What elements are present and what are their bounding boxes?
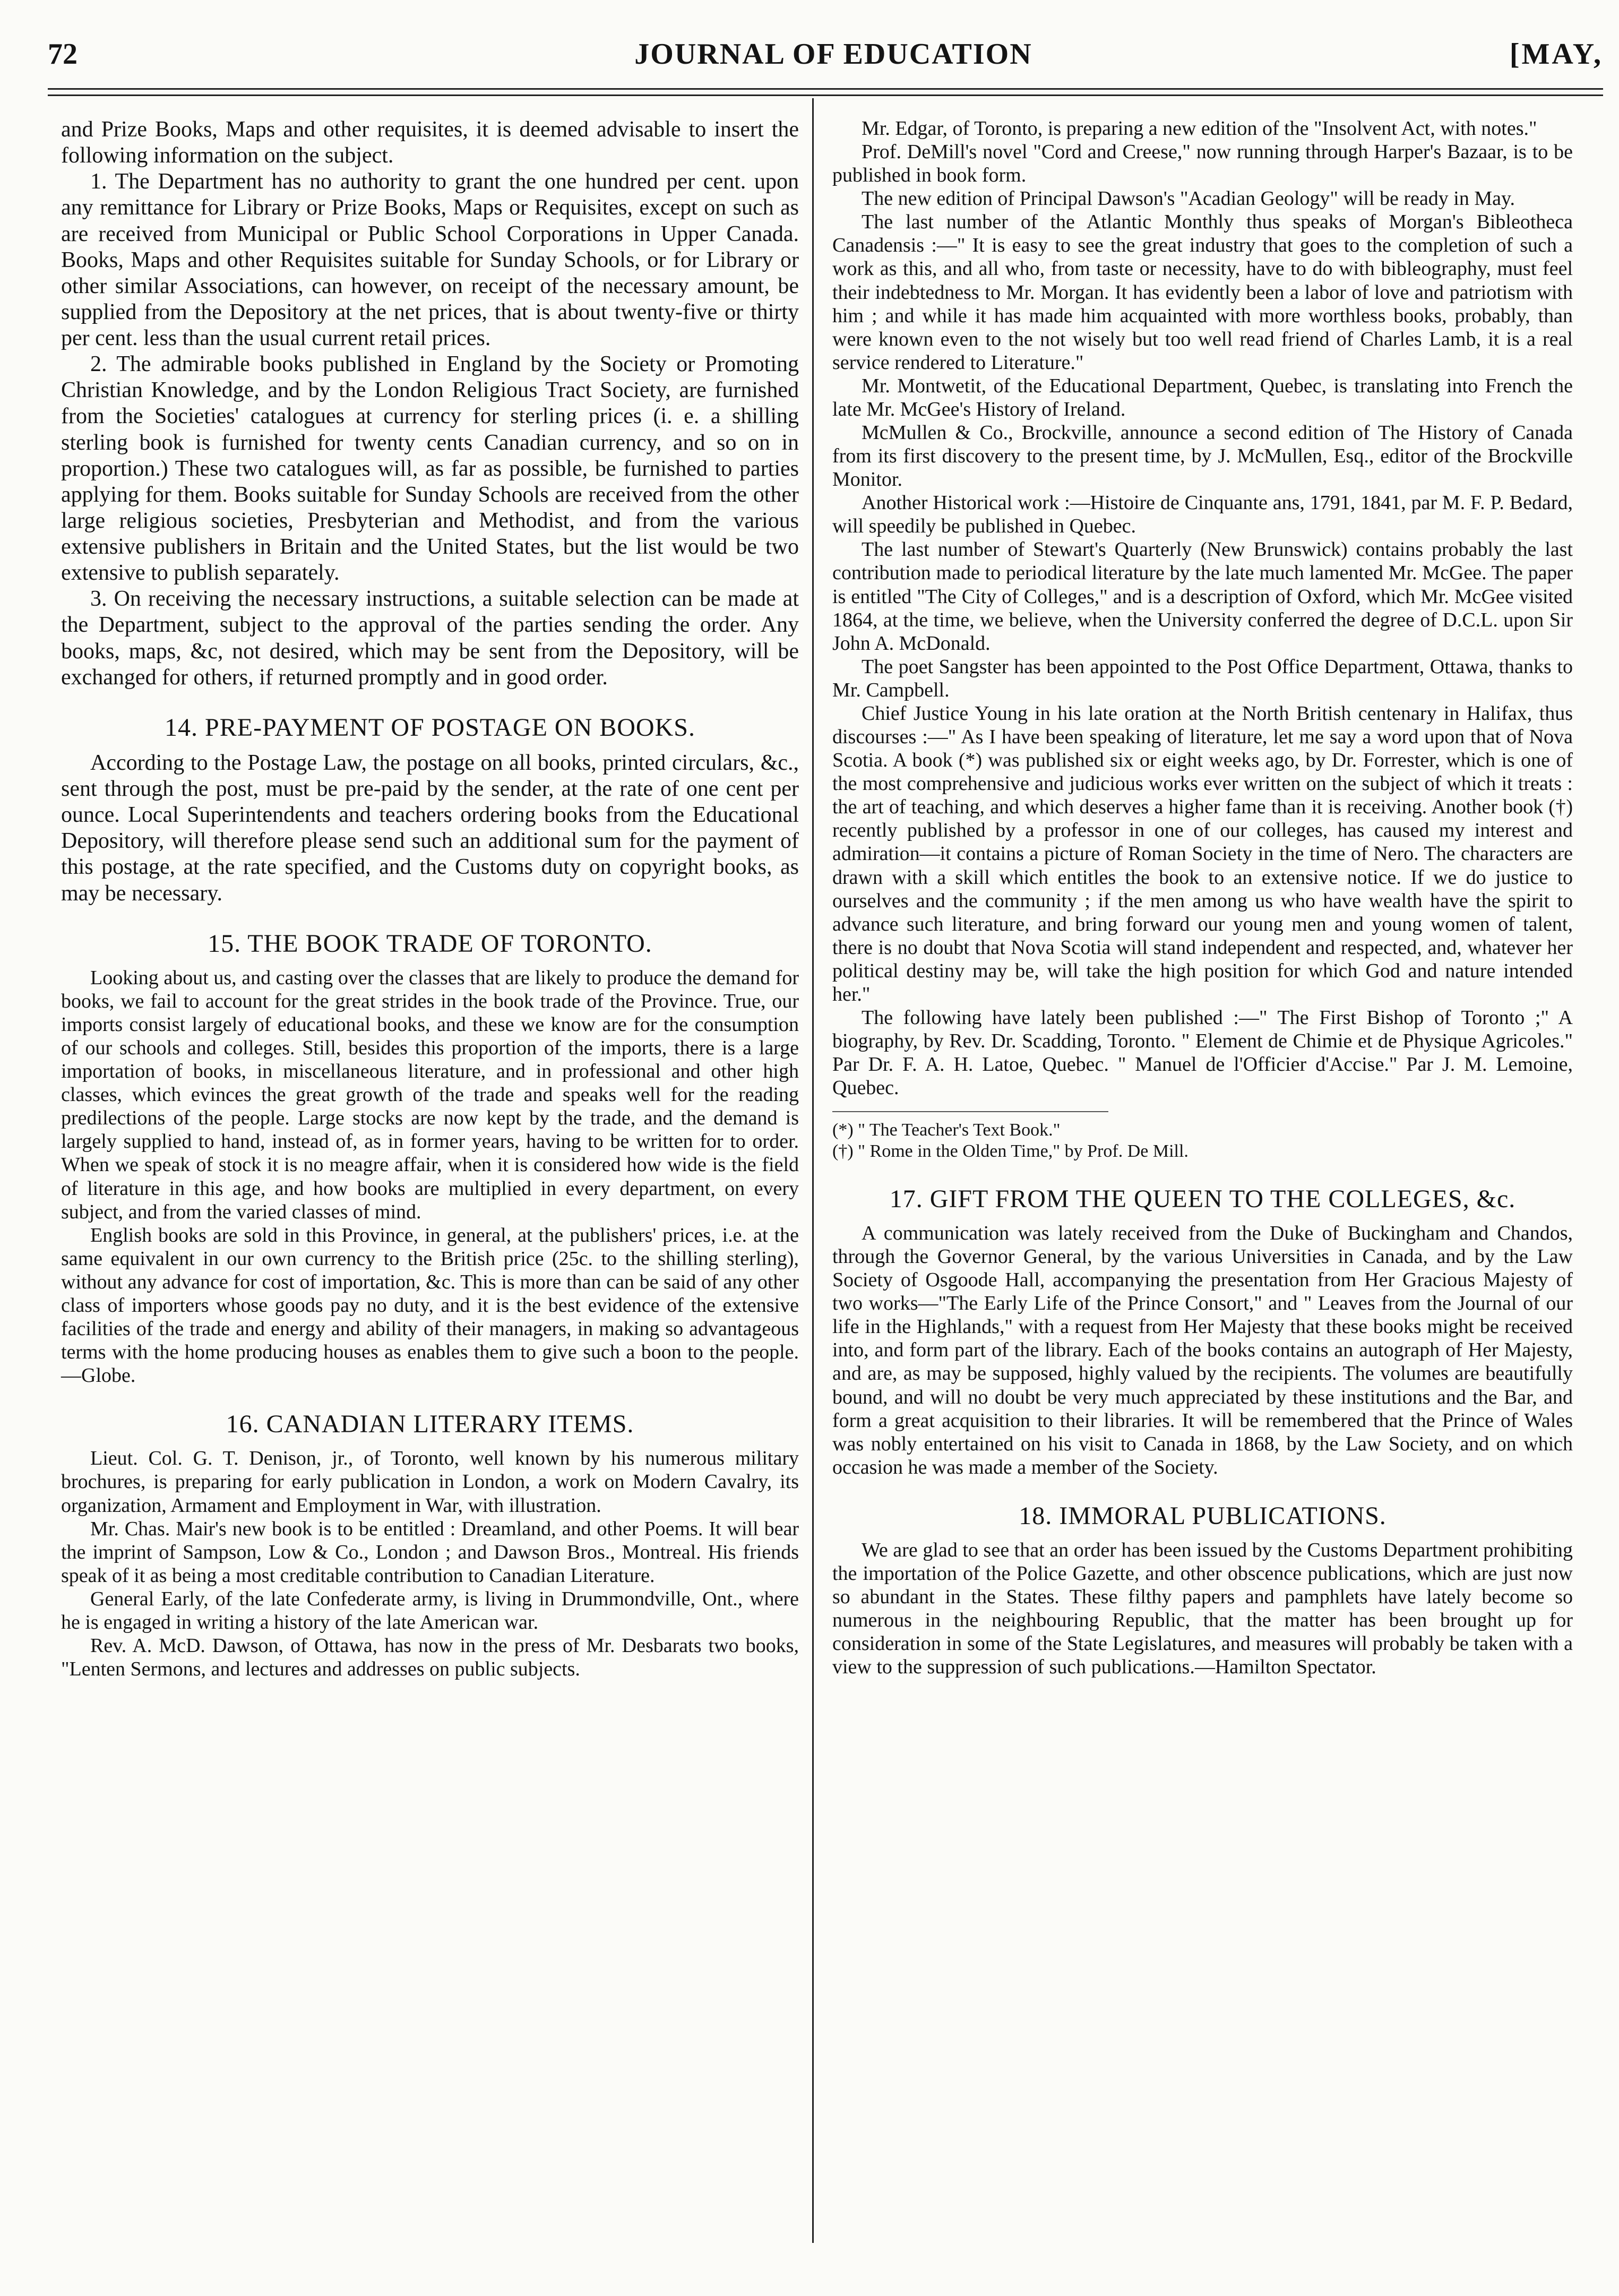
paragraph: McMullen & Co., Brockville, announce a second edition of The History of Canada from its first discovery to the present time, by J. McMullen, Esq., editor of the Brockville Monitor. — [832, 422, 1573, 491]
section-heading-18: 18. IMMORAL PUBLICATIONS. — [1019, 1501, 1387, 1530]
paragraph: Lieut. Col. G. T. Denison, jr., of Toronto, well known by his numerous military brochures, is preparing for early publication in London, a work on Modern Cavalry, its organization, Armament and Employment in War, with illustration. — [61, 1447, 799, 1517]
section-17-body — [832, 1222, 1573, 1479]
running-header — [48, 37, 1619, 80]
paragraph: The last number of Stewart's Quarterly (New Brunswick) contains probably the last contribution made to periodical literature by the late much lamented Mr. McGee. The paper is entitled "The City of Colleges," and is a description of Oxford, which Mr. McGee visited 1864, at the time, we believe, when the University conferred the degree of D.C.L. upon Sir John A. McDonald. — [832, 538, 1573, 655]
paragraph: Looking about us, and casting over the classes that are likely to produce the demand for books, we fail to account for the great strides in the book trade of the Province. True, our imports consist largely of educational books, and these we know are for the consumption of our schools and colleges. Still, besides this proportion of the imports, there is a large importation of books, in miscellaneous literature, and in professional and other high classes, which evinces the great growth of the trade and speaks well for the reading predilections of the people. Large stocks are now kept by the trade, and the demand is largely supplied to hand, instead of, as in former years, having to be written for to order. When we speak of stock it is no meagre affair, when it is considered how wide is the field of literature in this age, and how books are multiplied in every department, on every subject, and from the varied classes of mind. — [61, 966, 799, 1223]
literary-items-continued — [832, 117, 1573, 1099]
paragraph: A communication was lately received from the Duke of Buckingham and Chandos, through the Governor General, by the various Universities in Canada, and by the Law Society of Osgoode Hall, accompanying the presentation from Her Gracious Majesty of two works—"The Early Life of the Prince Consort," and " Leaves from the Journal of our life in the Highlands," with a request from Her Majesty that these books might be received into, and form part of the library. Each of the books contains an autograph of Her Majesty, and are, as may be supposed, highly valued by the recipients. The volumes are beautifully bound, and will no doubt be very much appreciated by these institutions and the Bar, and form a great acquisition to their libraries. It will be remembered that the Prince of Wales was nobly entertained on his visit to Canada in 1868, by the Law Society, and on which occasion he was made a member of the Society. — [832, 1222, 1573, 1478]
paragraph: Chief Justice Young in his late oration at the North British centenary in Halifax, thus discourses :—" As I have been speaking of literature, let me say a word upon that of Nova Scotia. A book (*) was published six or eight weeks ago, by Dr. Forrester, which is one of the most comprehensive and judicious works ever written on the subject of which it treats : the art of teaching, and which deserves a higher fame than it is receiving. Another book (†) recently published by a professor in one of our colleges, has caused my interest and admiration—it contains a picture of Roman Society in the time of Nero. The characters are drawn with a skill which entitles the book to an extensive notice. If we do justice to ourselves and the community ; if the men among us who have wealth have the spirit to advance such literature, and bring forward our young men and young women of talent, there is no doubt that Nova Scotia will stand independent and respected, and, whatever her political destiny may be, will take the high position for which God and nature intended her." — [832, 702, 1573, 1005]
paragraph: Prof. DeMill's novel "Cord and Creese," now running through Harper's Bazaar, is to be published in book form. — [832, 141, 1573, 187]
paragraph: According to the Postage Law, the postage on all books, printed circulars, &c., sent through the post, must be pre-paid by the sender, at the rate of one cent per ounce. Local Superintendents and teachers ordering books from the Educational Depository, will therefore please send such an additional sum for the payment of this postage, at the rate specified, and the Customs duty on copyright books, as may be necessary. — [61, 750, 799, 906]
journal-title: JOURNAL OF EDUCATION — [634, 38, 1032, 71]
header-rule-top — [48, 88, 1603, 90]
paragraph: The new edition of Principal Dawson's "Acadian Geology" will be ready in May. — [862, 187, 1515, 210]
paragraph: The poet Sangster has been appointed to the Post Office Department, Ottawa, thanks to Mr. Campbell. — [832, 655, 1573, 701]
section-heading-15: 15. THE BOOK TRADE OF TORONTO. — [208, 929, 652, 958]
section-15-body — [61, 966, 799, 1387]
section-16-body — [61, 1447, 799, 1681]
section-heading-16: 16. CANADIAN LITERARY ITEMS. — [226, 1410, 634, 1439]
paragraph: The last number of the Atlantic Monthly thus speaks of Morgan's Bibleotheca Canadensis :—" It is easy to see the great industry that goes to the completion of such a work as this, and all who, from taste or necessity, have to do with bibleography, must feel their indebtedness to Mr. Morgan. It has evidently been a labor of love and patriotism with him ; and while it has made him acquainted with more worthless books, probably, than were known even to the not wisely but too well read friend of Charles Lamb, it is a real service rendered to Literature." — [832, 211, 1573, 374]
paragraph: 3. On receiving the necessary instructions, a suitable selection can be made at the Department, subject to the approval of the parties sending the order. Any books, maps, &c, not desired, which may be sent from the Depository, will be exchanged for others, if returned promptly and in good order. — [61, 587, 799, 690]
paragraph: 2. The admirable books published in England by the Society or Promoting Christian Knowledge, and by the London Religious Tract Society, are furnished from the Societies' catalogues at currency for sterling prices (i. e. a shilling sterling book is furnished for twenty cents Canadian currency, and so on in proportion.) These two catalogues will, as far as possible, be furnished to parties applying for them. Books suitable for Sunday Schools are received from the other large religious societies, Presbyterian and Methodist, and from the various extensive publishers in Britain and the United States, but the list would be two extensive to publish separately. — [61, 352, 799, 586]
paragraph: 1. The Department has no authority to grant the one hundred per cent. upon any remittance for Library or Prize Books, Maps or Requisites, except on such as are received from Municipal or Public School Corporations in Upper Canada. Books, Maps and other Requisites suitable for Sunday Schools, or for Library or other similar Associations, can however, on receipt of the necessary amount, be supplied from the Depository at the net prices, that is about twenty-five or thirty per cent. less than the usual current retail prices. — [61, 169, 799, 350]
paragraph: Another Historical work :—Histoire de Cinquante ans, 1791, 1841, par M. F. P. Bedard, will speedily be published in Quebec. — [832, 492, 1573, 538]
right-column — [832, 117, 1573, 1679]
footnote-2: (†) " Rome in the Olden Time," by Prof. De Mill. — [832, 1141, 1189, 1162]
paragraph: Rev. A. McD. Dawson, of Ottawa, has now in the press of Mr. Desbarats two books, "Lenten Sermons, and lectures and addresses on public subjects. — [61, 1635, 799, 1681]
section-18-body — [832, 1538, 1573, 1679]
paragraph: and Prize Books, Maps and other requisites, it is deemed advisable to insert the following information on the subject. — [61, 117, 799, 168]
paragraph: English books are sold in this Province, in general, at the publishers' prices, i.e. at the same equivalent in our own currency to the British price (25c. to the shilling sterling), without any advance for cost of importation, &c. This is more than can be said of any other class of importers whose goods pay no duty, and it is the best evidence of the extensive facilities of the trade and energy and ability of their managers, in making so advantageous terms with the home producing houses as enables them to give such a boon to the people.—Globe. — [61, 1224, 799, 1387]
paragraph: General Early, of the late Confederate army, is living in Drummondville, Ont., where he is engaged in writing a history of the late American war. — [61, 1587, 799, 1633]
header-rule-bottom — [48, 94, 1603, 96]
paragraph: The following have lately been published :—" The First Bishop of Toronto ;" A biography, by Rev. Dr. Scadding, Toronto. " Element de Chimie et de Physique Agricoles." Par Dr. F. A. H. Latoe, Quebec. " Manuel de l'Officier d'Accise." Par J. M. Lemoine, Quebec. — [832, 1006, 1573, 1099]
paragraph: Mr. Chas. Mair's new book is to be entitled : Dreamland, and other Poems. It will bear the imprint of Sampson, Low & Co., London ; and Dawson Bros., Montreal. His friends speak of it as being a most creditable contribution to Canadian Literature. — [61, 1517, 799, 1587]
paragraph: Mr. Edgar, of Toronto, is preparing a new edition of the "Insolvent Act, with notes." — [862, 117, 1537, 140]
footnote-1: (*) " The Teacher's Text Book." — [832, 1120, 1061, 1140]
column-divider — [812, 98, 814, 2243]
section-heading-14: 14. PRE-PAYMENT OF POSTAGE ON BOOKS. — [165, 713, 695, 742]
footnotes — [832, 1111, 1189, 1162]
section-heading-17: 17. GIFT FROM THE QUEEN TO THE COLLEGES, &c. — [889, 1184, 1516, 1213]
paragraph: We are glad to see that an order has been issued by the Customs Department prohibiting the importation of the Police Gazette, and other obscence publications, which are just now so abundant in the States. These filthy papers and pamphlets have lately become so numerous in the neighbouring Republic, that the matter has been brought up for consideration in some of the State Legislatures, and measures will probably be taken with a view to the suppression of such publications.—Hamilton Spectator. — [832, 1538, 1573, 1679]
paragraph: Mr. Montwetit, of the Educational Department, Quebec, is translating into French the late Mr. McGee's History of Ireland. — [832, 374, 1573, 420]
left-column — [61, 117, 799, 1681]
issue-month: [MAY, — [1509, 38, 1603, 71]
page-number: 72 — [48, 38, 77, 71]
